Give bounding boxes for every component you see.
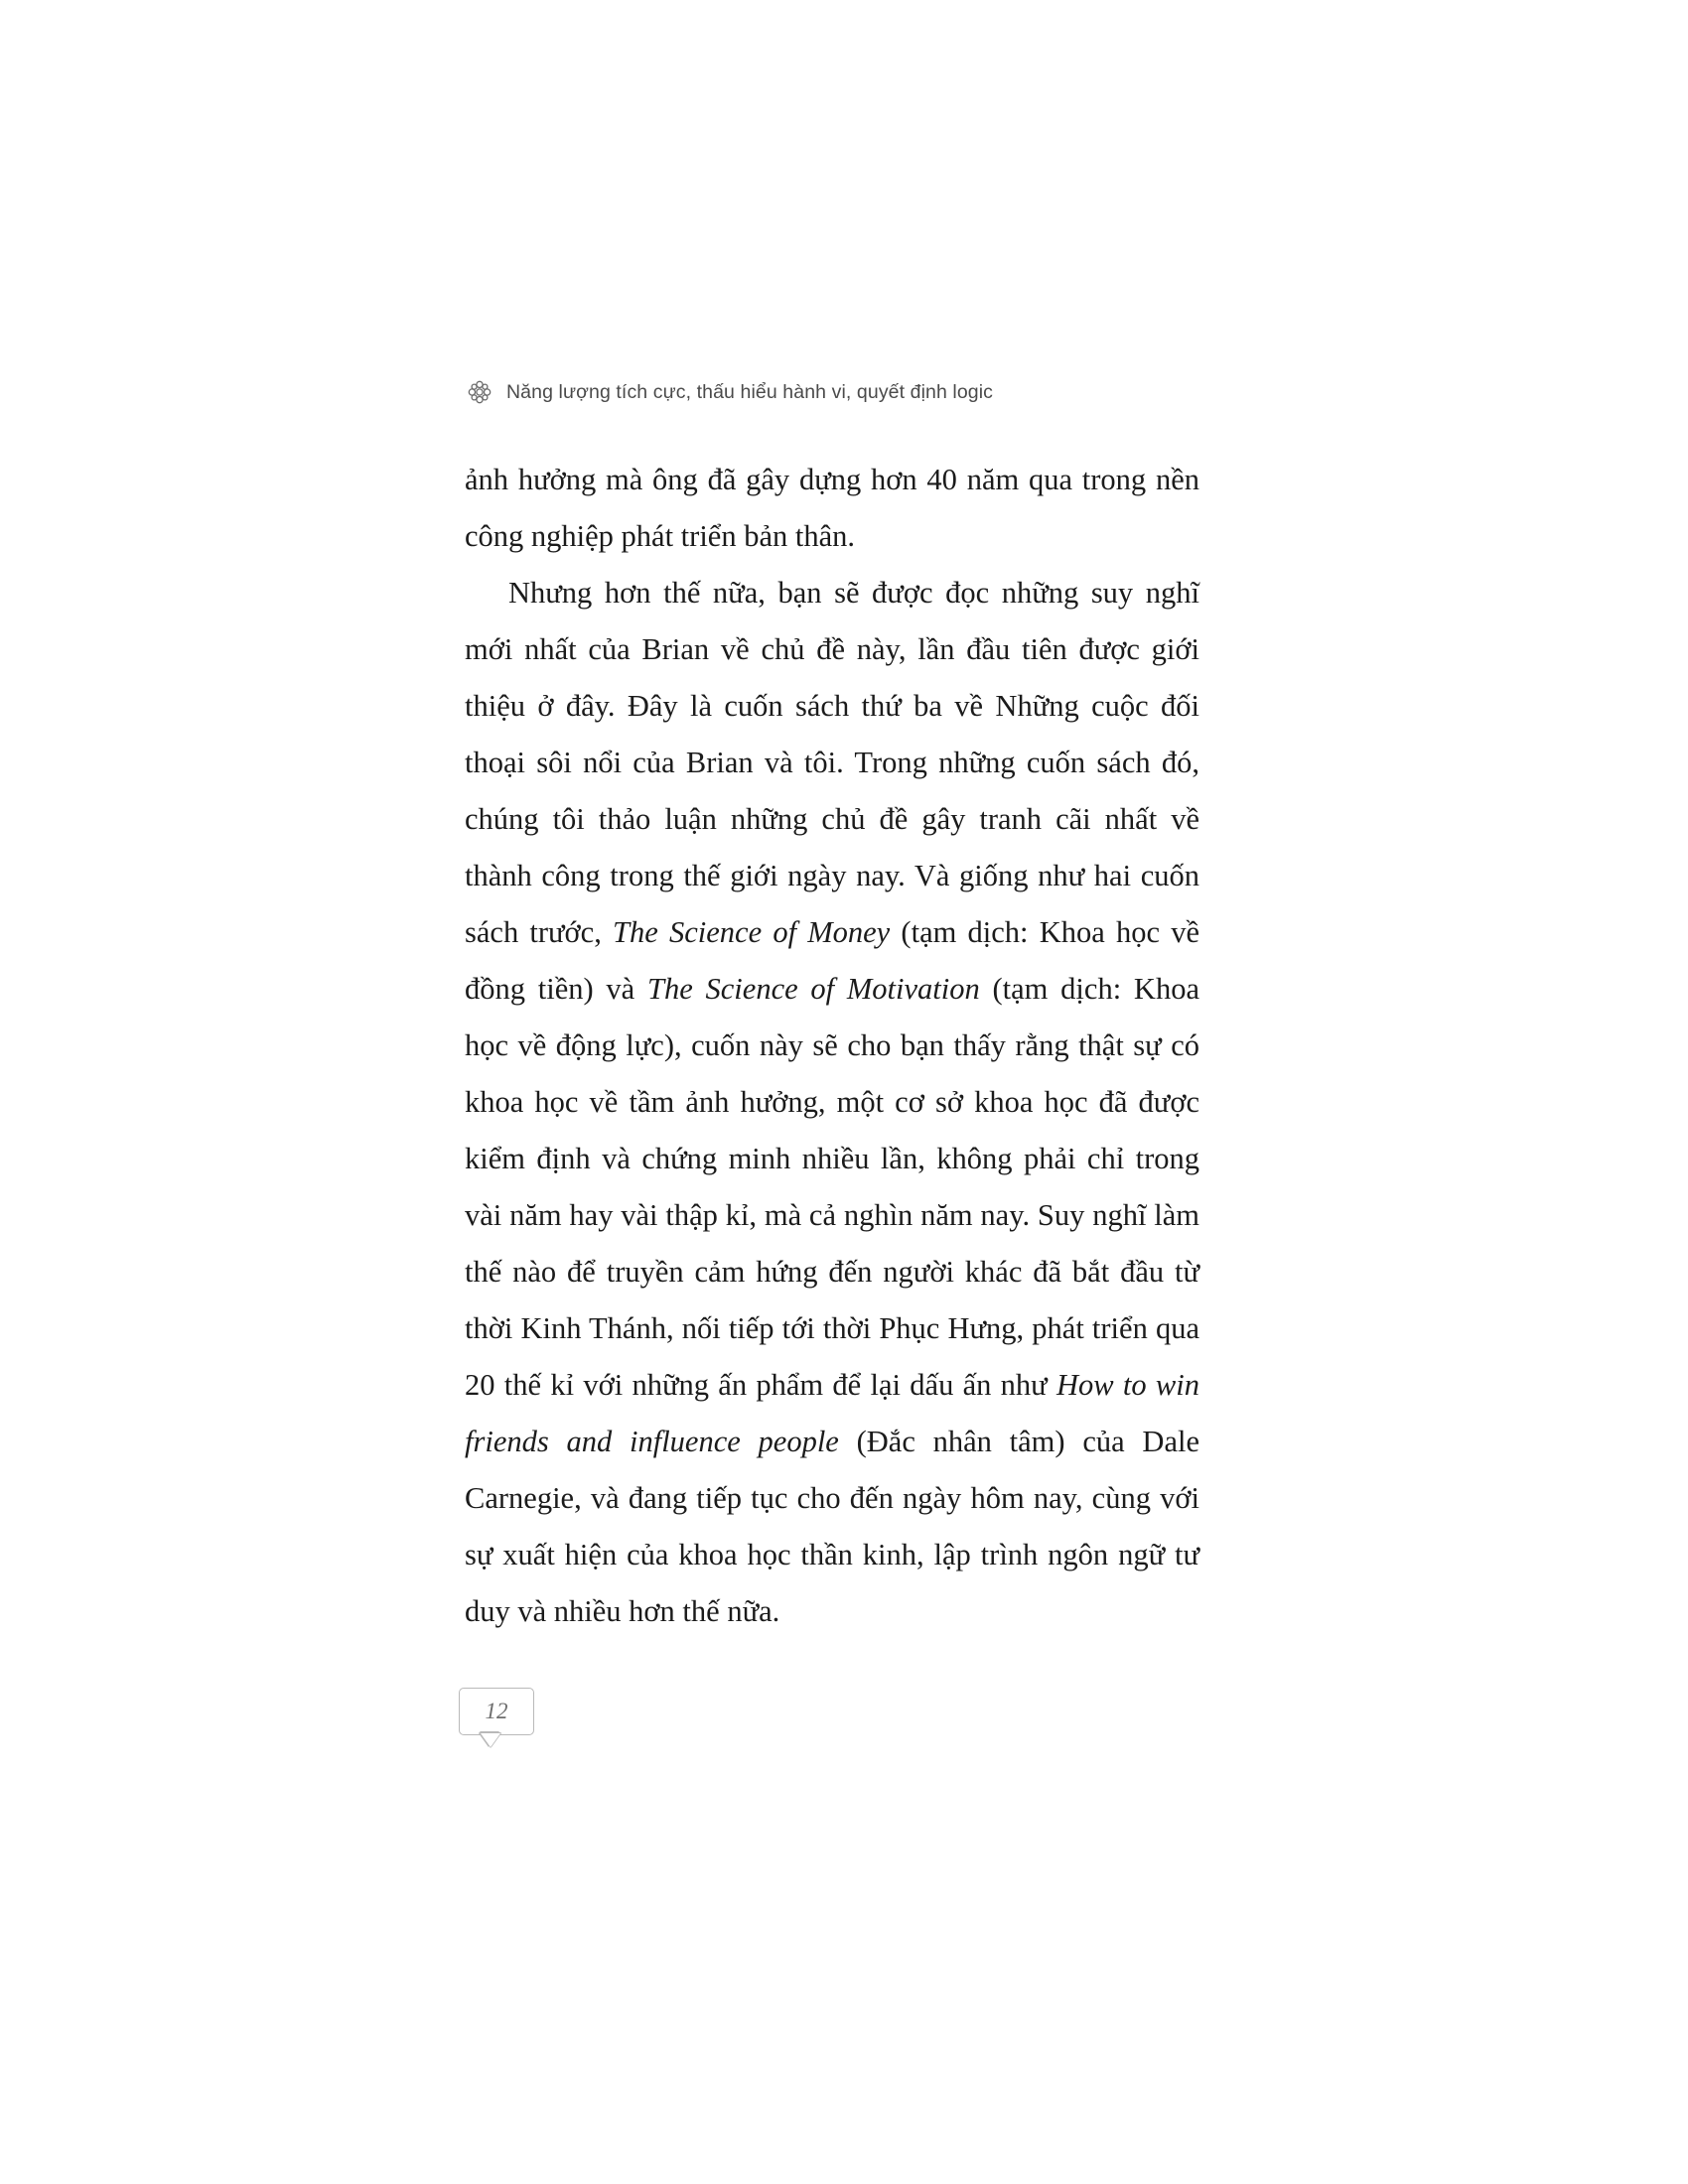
- text-run: Nhưng hơn thế nữa, bạn sẽ được đọc những suy nghĩ mới nhất của Brian về chủ đề này, lần đầu tiên được giới thiệu ở đây. Đây là cuốn sách thứ ba về Những cuộc đối thoại sôi nổi của Brian và tôi. Trong những cuốn sách đó, chúng tôi thảo luận những chủ đề gây tranh cãi nhất về thành công trong thế giới ngày nay. Và giống như hai cuốn sách trước,: [465, 576, 1199, 949]
- paragraph: [465, 452, 1199, 565]
- running-head: [467, 379, 1261, 405]
- running-head-text: Năng lượng tích cực, thấu hiểu hành vi, quyết định logic: [506, 380, 994, 403]
- text-run: ảnh hưởng mà ông đã gây dựng hơn 40 năm qua trong nền công nghiệp phát triển bản thân.: [465, 463, 1199, 553]
- flower-ornament-icon: [467, 379, 492, 405]
- italic-title: The Science of Money: [613, 915, 891, 949]
- page-number-tail: [481, 1733, 500, 1747]
- italic-title: The Science of Motivation: [647, 972, 980, 1006]
- page-number-badge: [459, 1688, 534, 1745]
- text-run: (Đắc nhân tâm) của Dale Carnegie, và đang tiếp tục cho đến ngày hôm nay, cùng với sự xuất hiện của khoa học thần kinh, lập trình ngôn ngữ tư duy và nhiều hơn thế nữa.: [465, 1425, 1199, 1628]
- italic-title: How to win friends and influence people: [465, 1368, 1200, 1458]
- page-number: 12: [485, 1699, 508, 1723]
- text-run: (tạm dịch: Khoa học về đồng tiền) và: [465, 915, 1199, 1006]
- text-run: (tạm dịch: Khoa học về động lực), cuốn này sẽ cho bạn thấy rằng thật sự có khoa học về tầm ảnh hưởng, một cơ sở khoa học đã được kiểm định và chứng minh nhiều lần, không phải chỉ trong vài năm hay vài thập kỉ, mà cả nghìn năm nay. Suy nghĩ làm thế nào để truyền cảm hứng đến người khác đã bắt đầu từ thời Kinh Thánh, nối tiếp tới thời Phục Hưng, phát triển qua 20 thế kỉ với những ấn phẩm để lại dấu ấn như: [465, 972, 1199, 1402]
- body-text-column: [465, 452, 1199, 1640]
- paragraph: [465, 565, 1199, 1640]
